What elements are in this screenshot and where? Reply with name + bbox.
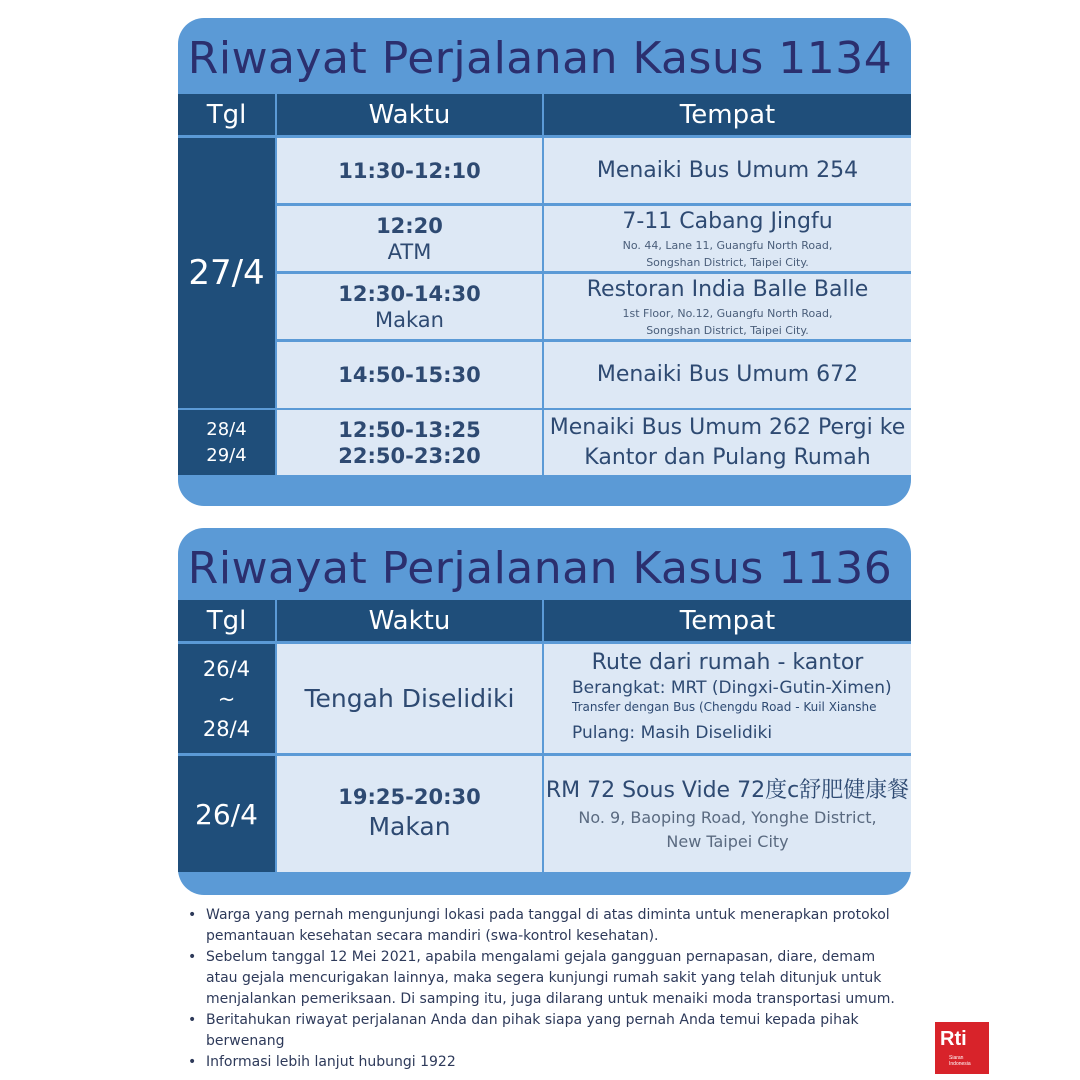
bullet-icon: •	[188, 1054, 197, 1070]
table-row-time	[277, 756, 542, 872]
table-row-place	[544, 410, 911, 475]
time-label: 14:50-15:30	[338, 363, 481, 387]
route-label: Rute dari rumah - kantor	[591, 650, 864, 675]
note-text: Beritahukan riwayat perjalanan Anda dan pihak siapa yang pernah Anda temui kepada pihak berwenang	[206, 1012, 859, 1049]
bullet-icon: •	[188, 907, 197, 923]
table-row-place	[544, 756, 911, 872]
logo-text: Rti	[940, 1028, 967, 1050]
table-row-time	[277, 644, 542, 753]
table-row-time	[277, 206, 542, 271]
header-tempat-label: Tempat	[679, 99, 776, 130]
address-line: No. 9, Baoping Road, Yonghe District,	[578, 808, 877, 827]
activity-label: Makan	[368, 812, 451, 841]
logo-subtext	[949, 1055, 971, 1067]
place-label: 7-11 Cabang Jingfu	[622, 208, 833, 234]
activity-label: ATM	[387, 239, 432, 264]
table-row-place	[544, 342, 911, 408]
header-tgl	[178, 600, 275, 641]
date-label: 29/4	[206, 444, 247, 466]
place-label: Menaiki Bus Umum 262 Pergi ke	[549, 414, 906, 440]
note-text: Warga yang pernah mengunjungi lokasi pada tanggal di atas diminta untuk menerapkan protokol pemantauan kesehatan secara mandiri (swa-kontrol kesehatan).	[206, 907, 890, 944]
date-cell	[178, 138, 275, 408]
transfer-label: Transfer dengan Bus (Chengdu Road - Kuil Xianshe	[572, 700, 877, 714]
header-tgl-label: Tgl	[206, 605, 247, 636]
case-1136-title: Riwayat Perjalanan Kasus 1136	[187, 543, 893, 594]
table-row-place	[544, 206, 911, 271]
logo-subtext-line: Siaran	[949, 1055, 964, 1061]
place-label: Menaiki Bus Umum 254	[596, 157, 859, 183]
table-row-time	[277, 274, 542, 339]
place-label: Kantor dan Pulang Rumah	[584, 444, 871, 470]
address-line: Songshan District, Taipei City.	[646, 323, 809, 337]
date-label: 28/4	[202, 716, 251, 741]
time-label: 12:50-13:25	[338, 417, 481, 442]
header-waktu-label: Waktu	[368, 99, 451, 130]
note-text: Informasi lebih lanjut hubungi 1922	[206, 1054, 456, 1070]
activity-label: Makan	[375, 307, 444, 332]
date-separator: ~	[217, 686, 236, 711]
return-label: Pulang: Masih Diselidiki	[572, 723, 773, 743]
address-line: Songshan District, Taipei City.	[646, 255, 809, 269]
address-line: 1st Floor, No.12, Guangfu North Road,	[622, 306, 833, 320]
header-waktu	[277, 94, 542, 135]
date-label: 26/4	[195, 797, 258, 831]
header-tempat	[544, 600, 911, 641]
time-label: 12:30-14:30	[338, 281, 481, 306]
header-waktu	[277, 600, 542, 641]
depart-label: Berangkat: MRT (Dingxi-Gutin-Ximen)	[572, 678, 892, 698]
date-label: 27/4	[188, 253, 265, 293]
list-item	[186, 1052, 906, 1073]
header-tgl-label: Tgl	[206, 99, 247, 130]
bullet-icon: •	[188, 949, 197, 965]
time-label: 22:50-23:20	[338, 443, 481, 468]
note-text: Sebelum tanggal 12 Mei 2021, apabila mengalami gejala gangguan pernapasan, diare, demam atau gejala mencurigakan lainnya, maka segera kunjungi rumah sakit yang telah ditunjuk untuk menjalankan pemeriksaan. Di samping itu, juga dilarang untuk menaiki moda transportasi umum.	[206, 949, 895, 1007]
status-label: Tengah Diselidiki	[304, 684, 515, 713]
date-label: 26/4	[202, 656, 251, 681]
table-row-place	[544, 138, 911, 203]
date-cell	[178, 644, 275, 753]
case-1134-title: Riwayat Perjalanan Kasus 1134	[187, 33, 893, 84]
table-row-place	[544, 644, 911, 753]
logo-subtext-line: Indonesia	[949, 1061, 971, 1067]
time-label: 12:20	[376, 213, 443, 238]
time-label: 19:25-20:30	[338, 785, 481, 809]
header-tgl	[178, 94, 275, 135]
table-row-time	[277, 138, 542, 203]
list-item	[186, 947, 906, 1010]
notes-section	[186, 905, 906, 1073]
header-waktu-label: Waktu	[368, 605, 451, 636]
date-label: 28/4	[206, 418, 247, 440]
bullet-icon: •	[188, 1012, 197, 1028]
list-item	[186, 905, 906, 947]
address-line: No. 44, Lane 11, Guangfu North Road,	[622, 238, 833, 252]
list-item	[186, 1010, 906, 1052]
place-label: Menaiki Bus Umum 672	[596, 362, 859, 387]
place-label: Restoran India Balle Balle	[586, 276, 869, 302]
address-line: New Taipei City	[666, 832, 789, 851]
header-tempat	[544, 94, 911, 135]
table-row-time	[277, 342, 542, 408]
time-label: 11:30-12:10	[338, 158, 481, 183]
date-cell	[178, 410, 275, 475]
rti-logo	[935, 1022, 989, 1074]
date-cell	[178, 756, 275, 872]
place-label: RM 72 Sous Vide 72度c舒肥健康餐	[545, 778, 910, 803]
header-tempat-label: Tempat	[679, 605, 776, 636]
table-row-time	[277, 410, 542, 475]
table-row-place	[544, 274, 911, 339]
